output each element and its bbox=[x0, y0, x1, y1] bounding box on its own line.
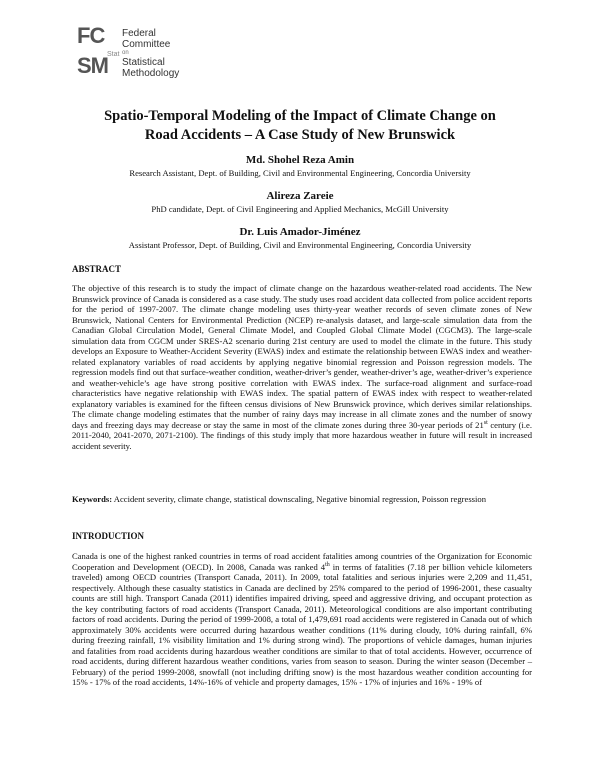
keywords-text: Accident severity, climate change, statistical downscaling, Negative binomial regression, Poisson regression bbox=[112, 494, 486, 504]
introduction-text-part-1: Canada is one of the highest ranked countries in terms of road accident fatalities among countries of the Organization for Economic Cooperation and Development (OECD). In 2008, Canada was ranked 4 bbox=[72, 551, 532, 572]
author-affiliation: Assistant Professor, Dept. of Building, Civil and Environmental Engineering, Concordia University bbox=[128, 240, 472, 250]
author-name: Alireza Zareie bbox=[266, 190, 334, 202]
logo-small-text: Stat bbox=[107, 51, 120, 58]
fcsm-logo bbox=[77, 22, 217, 90]
abstract-text bbox=[72, 283, 532, 451]
abstract-heading: ABSTRACT bbox=[72, 264, 122, 274]
logo-letters-top: FC bbox=[77, 23, 105, 48]
author-affiliation: PhD candidate, Dept. of Civil Engineering and Applied Mechanics, McGill University bbox=[151, 204, 449, 214]
title-line-2: Road Accidents – A Case Study of New Brunswick bbox=[144, 127, 456, 143]
logo-line-2: Committee bbox=[122, 39, 171, 50]
keywords bbox=[72, 494, 532, 505]
logo-line-4: Statistical bbox=[122, 57, 165, 68]
logo-line-1: Federal bbox=[122, 28, 156, 39]
paper-title bbox=[60, 107, 540, 145]
logo-text bbox=[122, 28, 179, 79]
author-affiliation: Research Assistant, Dept. of Building, Civil and Environmental Engineering, Concordia University bbox=[129, 168, 471, 178]
logo-line-3: on bbox=[122, 50, 129, 56]
logo-letters-bottom: SM bbox=[77, 53, 108, 78]
author-name: Dr. Luis Amador-Jiménez bbox=[239, 226, 361, 238]
author-block-2 bbox=[40, 189, 560, 215]
author-block-3 bbox=[40, 225, 560, 251]
keywords-label: Keywords: bbox=[72, 494, 113, 504]
author-name: Md. Shohel Reza Amin bbox=[245, 154, 355, 166]
abstract-superscript: st bbox=[483, 419, 488, 426]
introduction-text bbox=[72, 551, 532, 688]
introduction-heading: INTRODUCTION bbox=[72, 531, 145, 541]
author-block-1 bbox=[40, 153, 560, 179]
introduction-text-part-2: in terms of fatalities (7.18 per billion vehicle kilometers traveled) among OECD countries (Transport Canada, 2011). In 2009, total fatalities and serious injuries were 2,209 and 11,451, respectively. Although these casualty statistics in Canada are declined by 25% compared to the period of 1996-2001, these casualty counts are still high. Transport Canada (2011) identifies impaired driving, speed and aggressive driving, and occupant protection as the key contributing factors of road accidents (Transport Canada, 2011). Meteorological conditions are also important contributing factors of road accidents. During the period of 1999-2008, a total of 1,479,691 road accidents were registered in Canada out of which approximately 30% accidents were occurred during hazardous weather conditions (11% during cloudy, 10% during rainfall, 6% during freezing rainfall, 1% visibility limitation and 1% during strong wind). The proportions of vehicle damages, human injuries and fatalities from road accidents during hazardous weather conditions are similar to that of total accidents. However, occurrence of road accidents, during different hazardous weather conditions, varies from season to season. During the winter season (December – February) of the period 1999-2008, snowfall (not including drifting snow) is the most hazardous weather condition accounting for 15% - 17% of the road accidents, 14%-16% of vehicle and property damages, 15% - 17% of injuries and 16% - 19% of bbox=[72, 561, 532, 687]
abstract-text-part-1: The objective of this research is to study the impact of climate change on the hazardous weather-related road accidents. The New Brunswick province of Canada is considered as a case study. The study uses road accident data collected from police accident reports for the period of 1997-2007. The climate change modeling uses thirty-year weather records of seven climate zones of New Brunswick, National Centers for Environmental Prediction (NCEP) re-analysis dataset, and large-scale simulation data from the Canadian Global Circulation Model, General Climate Model, and Coupled Global Climate Model (CGCM3). The large-scale simulation data from CGCM under SRES-A2 scenario during 21st century are used to model the climate in the future. This study develops an Exposure to Weather-Accident Severity (EWAS) index and estimate the relationship between EWAS index and weather-related explanatory variables of road accidents by applying negative binomial regression and Poisson regression models. The regression models find out that surface-weather condition, weather-driver’s gender, weather-driver’s age, weather-driver’s experience and weather-vehicle’s age have strong positive correlation with EWAS index. The surface-road alignment and surface-road characteristics have negative relationship with EWAS index. The spatial pattern of EWAS index with respect to weather-related explanatory variables is examined for the fifteen census divisions of New Brunswick province, which derives similar relationships. The climate change modeling estimates that the number of rainy days may increase in all climate zones and the number of snowy days and freezing days may decrease or stay the same in most of the climate zones during three 30-year periods of 21 bbox=[72, 283, 532, 430]
logo-line-5: Methodology bbox=[122, 68, 180, 79]
introduction-superscript: th bbox=[325, 561, 330, 568]
abstract-text-part-2: century (i.e. 2011-2040, 2041-2070, 2071-2100). The findings of this study imply that more hazardous weather in future will result in increased accident severity. bbox=[72, 419, 532, 451]
title-line-1: Spatio-Temporal Modeling of the Impact of Climate Change on bbox=[104, 108, 496, 124]
